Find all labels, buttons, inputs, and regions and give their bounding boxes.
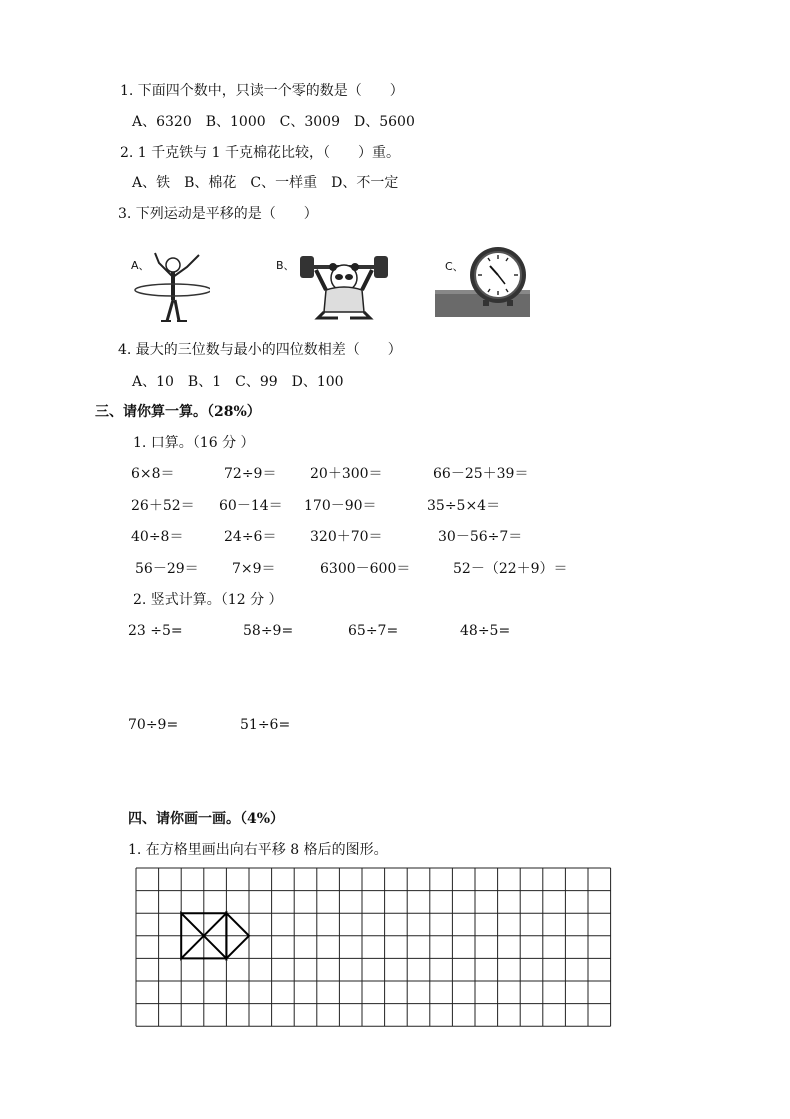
vertical-item: 58÷9= bbox=[243, 623, 294, 639]
vertical-item: 48÷5= bbox=[460, 623, 511, 639]
q3-option-c-label: C、 bbox=[445, 260, 464, 273]
oral-item: 52－（22＋9）＝ bbox=[453, 561, 568, 577]
hula-hoop-child-icon bbox=[125, 245, 210, 325]
oral-item: 60－14＝ bbox=[219, 498, 283, 514]
q2-stem: 2. 1 千克铁与 1 千克棉花比较，（ ）重。 bbox=[120, 145, 400, 161]
section4-title: 四、请你画一画。（4%） bbox=[128, 811, 285, 827]
vertical-item: 70÷9= bbox=[128, 717, 179, 733]
oral-item: 40÷8＝ bbox=[131, 529, 184, 545]
oral-item: 56－29＝ bbox=[135, 561, 199, 577]
oral-item: 7×9＝ bbox=[232, 561, 276, 577]
vertical-item: 65÷7= bbox=[348, 623, 399, 639]
oral-item: 20＋300＝ bbox=[310, 466, 383, 482]
oral-item: 6×8＝ bbox=[131, 466, 175, 482]
section3-title: 三、请你算一算。（28%） bbox=[95, 404, 261, 420]
drawing-task: 1. 在方格里画出向右平移 8 格后的图形。 bbox=[128, 842, 388, 858]
panda-weightlifting-icon bbox=[298, 250, 390, 320]
vertical-item: 23 ÷5= bbox=[128, 623, 183, 639]
square-grid[interactable] bbox=[135, 867, 613, 1029]
oral-item: 26＋52＝ bbox=[131, 498, 195, 514]
q4-stem: 4. 最大的三位数与最小的四位数相差（ ） bbox=[118, 342, 402, 358]
oral-item: 170－90＝ bbox=[304, 498, 377, 514]
oral-item: 35÷5×4＝ bbox=[427, 498, 501, 514]
oral-item: 24÷6＝ bbox=[224, 529, 277, 545]
q4-options: A、10 B、1 C、99 D、100 bbox=[132, 374, 344, 390]
q1-options: A、6320 B、1000 C、3009 D、5600 bbox=[132, 114, 415, 130]
oral-calc-title: 1. 口算。（16 分 ） bbox=[133, 435, 255, 451]
vertical-calc-title: 2. 竖式计算。（12 分 ） bbox=[133, 592, 283, 608]
alarm-clock-icon bbox=[435, 242, 530, 317]
q1-stem: 1. 下面四个数中，只读一个零的数是（ ） bbox=[120, 83, 404, 99]
oral-item: 320＋70＝ bbox=[310, 529, 383, 545]
q2-options: A、铁 B、棉花 C、一样重 D、不一定 bbox=[132, 175, 399, 191]
oral-item: 30－56÷7＝ bbox=[438, 529, 523, 545]
vertical-item: 51÷6= bbox=[240, 717, 291, 733]
q3-option-a-label: A、 bbox=[131, 259, 150, 272]
oral-item: 66－25＋39＝ bbox=[433, 466, 529, 482]
q3-option-b-label: B、 bbox=[276, 259, 295, 272]
oral-item: 6300－600＝ bbox=[320, 561, 411, 577]
q3-stem: 3. 下列运动是平移的是（ ） bbox=[118, 206, 318, 222]
oral-item: 72÷9＝ bbox=[224, 466, 277, 482]
